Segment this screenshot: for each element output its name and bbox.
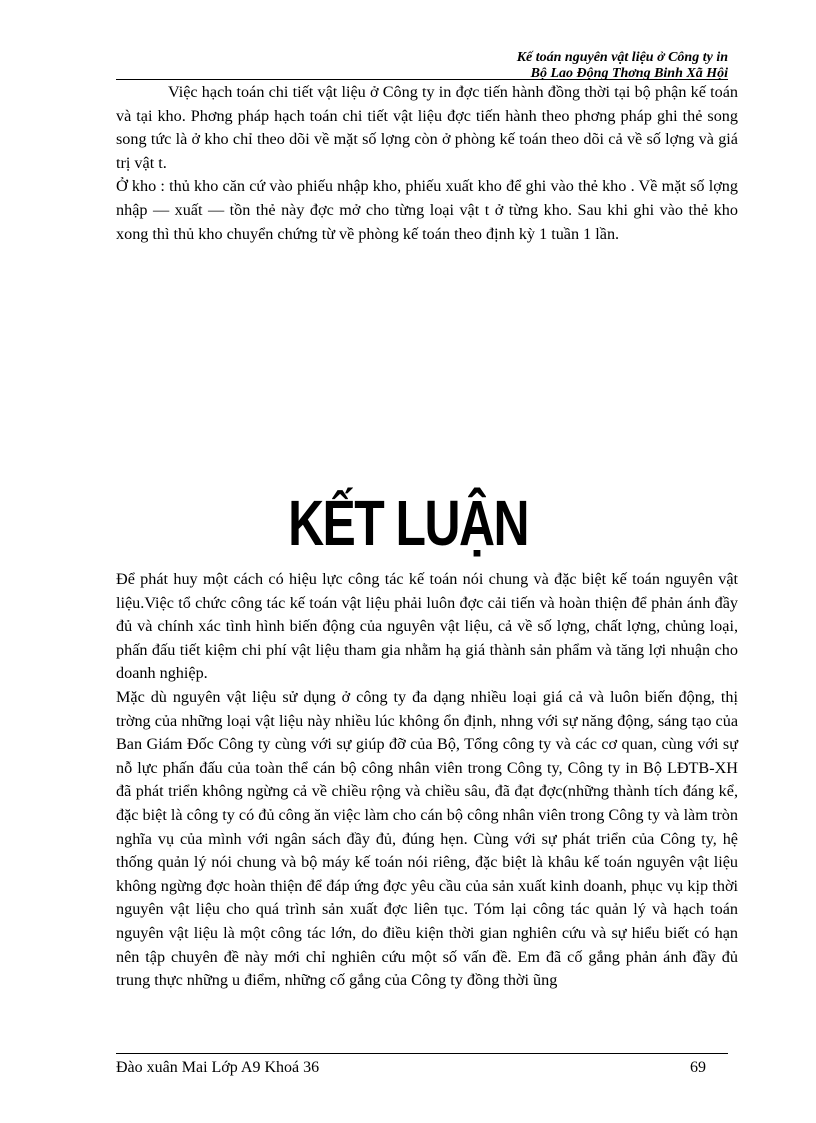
paragraph-conclusion-intro: Để phát huy một cách có hiệu lực công tác kế toán nói chung và đặc biệt kế toán nguyên vật liệu.Việc tổ chức công tác kế toán vật liệu phải luôn đợc cải tiến và hoàn thiện để phản ánh đầy đủ và chính xác tình hình biến động của nguyên vật liệu, cả về số lợng, chất lợng, chủng loại, phấn đấu tiết kiệm chi phí vật liệu tham gia nhằm hạ giá thành sản phẩm và tăng lợi nhuận cho doanh nghiệp. (116, 570, 738, 683)
header-line-1: Kế toán nguyên vật liệu ở Công ty in (516, 50, 728, 65)
paragraph-warehouse: Ở kho : thủ kho căn cứ vào phiếu nhập kho, phiếu xuất kho để ghi vào thẻ kho . Về mặt số lợng nhập — xuất — tồn thẻ này đợc mở cho từng loại vật t ở từng kho. Sau khi ghi vào thẻ kho xong thì thủ kho chuyển chứng từ về phòng kế toán theo định kỳ 1 tuần 1 lần. (116, 177, 738, 243)
running-header (517, 50, 728, 82)
paragraph-conclusion-body: Mặc dù nguyên vật liệu sử dụng ở công ty đa dạng nhiều loại giá cả và luôn biến động, thị trờng của những loại vật liệu này nhiều lúc không ổn định, nhng với sự năng động, sáng tạo của Ban Giám Đốc Công ty cùng với sự giúp đỡ của Bộ, Tổng công ty và các cơ quan, cùng với sự nỗ lực phấn đấu của toàn thể cán bộ công nhân viên trong Công ty, Công ty in Bộ LĐTB-XH đã phát triển không ngừng cả về chiều rộng và chiều sâu, đã đạt đợc(những thành tích đáng kể, đặc biệt là công ty có đủ công ăn việc làm cho cán bộ công nhân viên trong Công ty và làm tròn nghĩa vụ của mình với ngân sách đầy đủ, đúng hẹn. Cùng với sự phát triển của Công ty, hệ thống quản lý nói chung và bộ máy kế toán nói riêng, đặc biệt là khâu kế toán nguyên vật liệu không ngừng đợc hoàn thiện để đáp ứng đợc yêu cầu của sản xuất kinh doanh, phục vụ kịp thời nguyên vật liệu cho quá trình sản xuất đợc liên tục. Tóm lại công tác quản lý và hạch toán nguyên vật liệu là một công tác lớn, do điều kiện thời gian nghiên cứu và sự hiểu biết có hạn nên tập chuyên đề này mới chỉ nghiên cứu một số vấn đề. Em đã cố gắng phản ánh đầy đủ trung thực những u điểm, những cố gắng của Công ty đồng thời ũng (116, 687, 738, 990)
footer-author: Đào xuân Mai Lớp A9 Khoá 36 (116, 1059, 320, 1076)
header-rule (116, 79, 728, 80)
paragraph-detail-accounting: Việc hạch toán chi tiết vật liệu ở Công ty in đợc tiến hành đồng thời tại bộ phận kế toán và tại kho. Phơng pháp hạch toán chi tiết vật liệu đợc tiến hành theo phơng pháp ghi thẻ song song tức là ở kho chỉ theo dõi về mặt số lợng còn ở phòng kế toán theo dõi cả về số lợng và giá trị vật t. (116, 83, 738, 172)
body-section-1 (116, 81, 738, 246)
page-number: 69 (690, 1059, 706, 1076)
body-section-2 (116, 568, 738, 993)
conclusion-title: KẾT LUẬN (288, 487, 528, 559)
footer-rule (116, 1053, 728, 1054)
header-line-2: Bộ Lao Động Thơng Binh Xã Hội (530, 66, 728, 81)
